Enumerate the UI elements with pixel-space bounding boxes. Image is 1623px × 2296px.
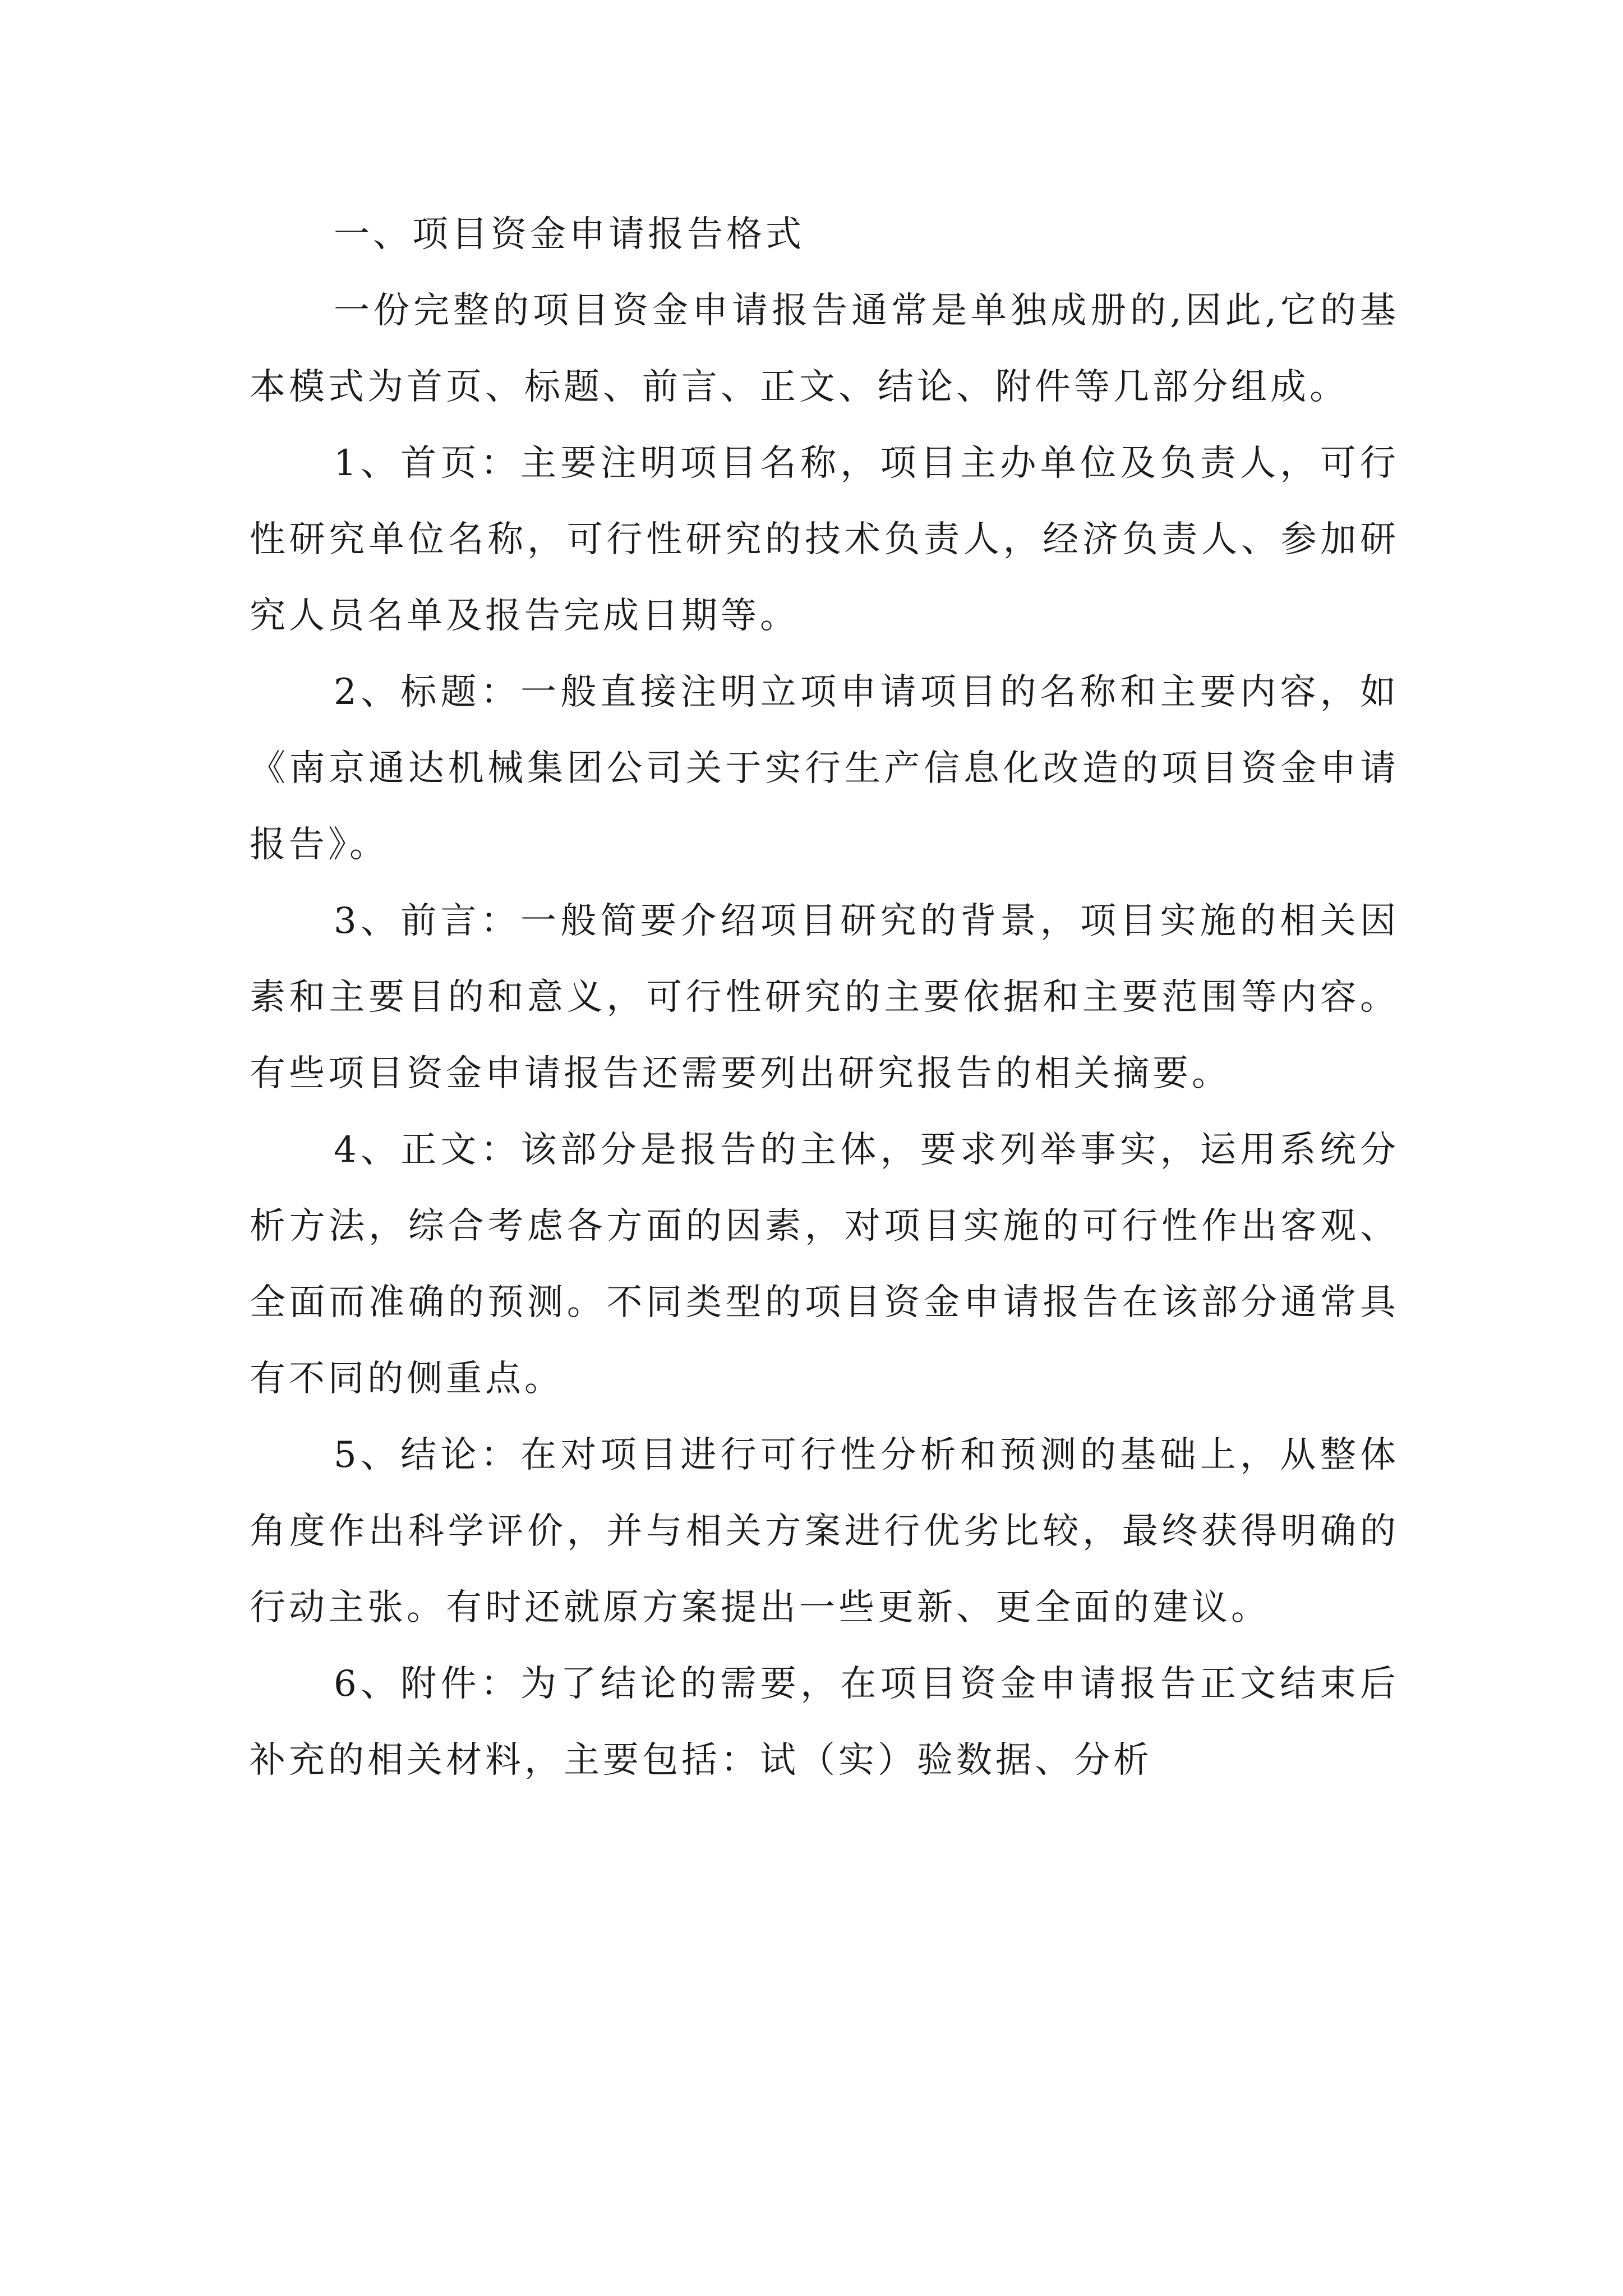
paragraph-cover-page: 1、首页：主要注明项目名称，项目主办单位及负责人，可行性研究单位名称，可行性研究的技术负责人，经济负责人、参加研究人员名单及报告完成日期等。: [250, 443, 1399, 637]
paragraph-attachments: 6、附件：为了结论的需要，在项目资金申请报告正文结束后补充的相关材料，主要包括：试（实）验数据、分析: [250, 1663, 1399, 1781]
paragraph-intro: 一份完整的项目资金申请报告通常是单独成册的,因此,它的基本模式为首页、标题、前言、正文、结论、附件等几部分组成。: [250, 290, 1399, 408]
section-heading: 一、项目资金申请报告格式: [334, 214, 805, 255]
document-body: [250, 196, 1399, 1798]
paragraph-preface: 3、前言：一般简要介绍项目研究的背景，项目实施的相关因素和主要目的和意义，可行性研究的主要依据和主要范围等内容。有些项目资金申请报告还需要列出研究报告的相关摘要。: [250, 900, 1399, 1094]
paragraph-title: 2、标题：一般直接注明立项申请项目的名称和主要内容，如《南京通达机械集团公司关于实行生产信息化改造的项目资金申请报告》。: [250, 671, 1399, 866]
paragraph-conclusion: 5、结论：在对项目进行可行性分析和预测的基础上，从整体角度作出科学评价，并与相关方案进行优劣比较，最终获得明确的行动主张。有时还就原方案提出一些更新、更全面的建议。: [250, 1434, 1399, 1628]
paragraph-main-body: 4、正文：该部分是报告的主体，要求列举事实，运用系统分析方法，综合考虑各方面的因素，对项目实施的可行性作出客观、全面而准确的预测。不同类型的项目资金申请报告在该部分通常具有不同的侧重点。: [250, 1129, 1399, 1400]
